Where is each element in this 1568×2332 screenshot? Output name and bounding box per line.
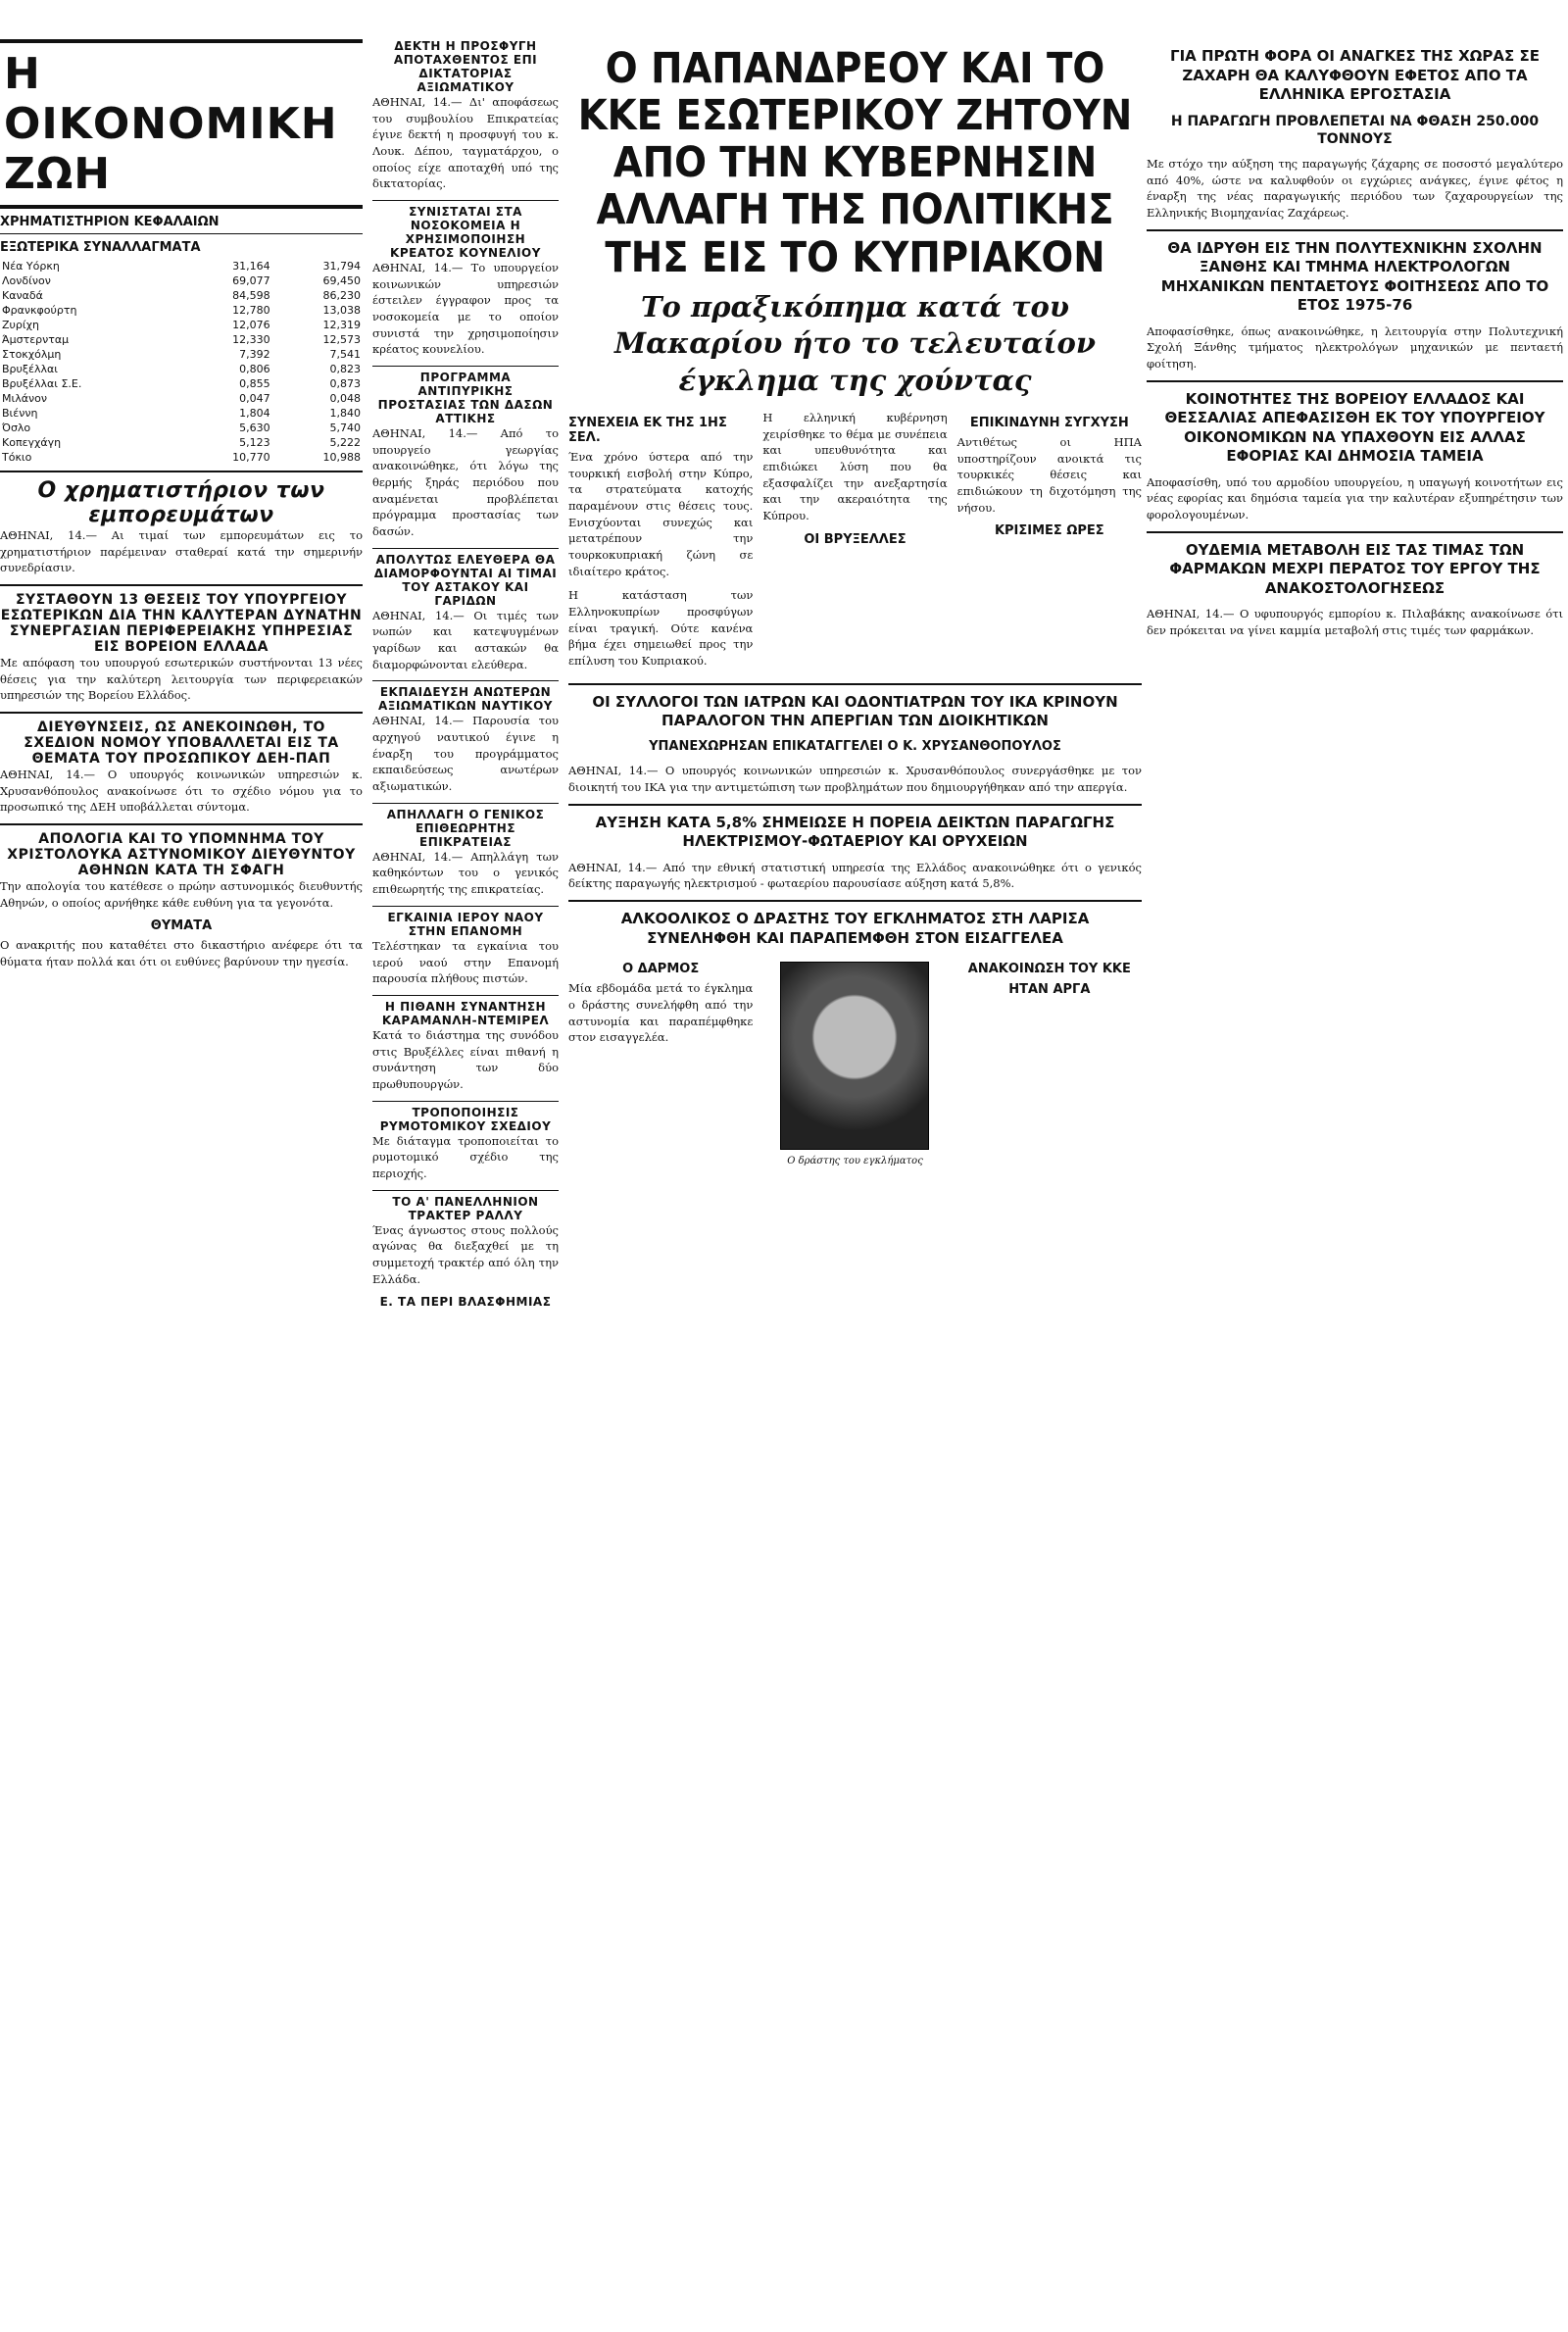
rate-city: Λονδίνον [2,274,51,287]
rate-value: 1,840 [329,407,361,420]
rate-city: Ζυρίχη [2,319,39,331]
rate-city: Καναδά [2,289,43,302]
rate-value: 5,630 [239,422,270,434]
main-story-p2: Η κατάσταση των Ελληνοκυπρίων προσφύγων είναι τραγική. Ούτε κανένα βήμα έχει σημειωθεί προς την επίλυση του Κυπριακού. [568,588,754,668]
rate-row [0,450,363,465]
rate-value: 12,319 [322,319,361,331]
rate-city: Τόκιο [2,451,32,464]
brief-headline-9: ΤΡΟΠΟΠΟΙΗΣΙΣ ΡΥΜΟΤΟΜΙΚΟΥ ΣΧΕΔΙΟΥ [379,1105,552,1133]
brief-headline-10: ΤΟ Α' ΠΑΝΕΛΛΗΝΙΟΝ ΤΡΑΚΤΕΡ ΡΑΛΛΥ [392,1194,539,1222]
rate-value: 7,392 [239,348,270,361]
rate-city: Νέα Υόρκη [2,260,60,273]
rate-value: 86,230 [322,289,361,302]
rate-city: Φρανκφούρτη [2,304,77,317]
kke-statement-subheading: ΑΝΑΚΟΙΝΩΣΗ ΤΟΥ ΚΚΕ [967,962,1131,977]
suspect-photo-caption: Ο δράστης του εγκλήματος [787,1156,923,1167]
main-story-p1: Ένα χρόνο ύστερα από την τουρκική εισβολή στην Κύπρο, τα στρατεύματα κατοχής παραμένουν στις θέσεις τους. Ενισχύονται συνεχώς και μετατρέπουν την τουρκοκυπριακή ζώνη σε ιδιαίτερο κράτος. [568,449,754,578]
foreign-exchange-heading: ΕΞΩΤΕΡΙΚΑ ΣΥΝΑΛΛΑΓΜΑΤΑ [0,240,201,255]
dei-headline: ΔΙΕΥΘΥΝΣΕΙΣ, ΩΣ ΑΝΕΚΟΙΝΩΘΗ, ΤΟ ΣΧΕΔΙΟΝ ΝΟΜΟΥ ΥΠΟΒΑΛΛΕΤΑΙ ΕΙΣ ΤΑ ΘΕΜΑΤΑ ΤΟΥ ΠΡΟΣΩΠΙΚΟΥ ΔΕΗ-ΠΑΠ [24,719,339,768]
brief-headline-7: ΕΓΚΑΙΝΙΑ ΙΕΡΟΥ ΝΑΟΥ ΣΤΗΝ ΕΠΑΝΟΜΗ [387,910,544,938]
brief-headline-5: ΕΚΠΑΙΔΕΥΣΗ ΑΝΩΤΕΡΩΝ ΑΞΙΩΜΑΤΙΚΩΝ ΝΑΥΤΙΚΟΥ [378,685,553,714]
brief-text-1: ΑΘΗΝΑΙ, 14.— Δι' αποφάσεως του συμβουλίου Επικρατείας έγινε δεκτή η προσφυγή του κ. Λουκ. Δέπου, ταγματάρχου, ο οποίος είχε αποταχθή υπό της δικτατορίας. [372,95,559,191]
rate-city: Κοπεγχάγη [2,436,62,449]
rate-value: 13,038 [322,304,361,317]
rate-city: Άμστερνταμ [2,333,70,346]
rate-row [0,376,363,391]
rate-value: 5,740 [329,422,361,434]
main-story-p3: Η ελληνική κυβέρνηση χειρίσθηκε το θέμα με συνέπεια και υπευθυνότητα και επιδιώκει λύση που θα εξασφαλίζει την ανεξαρτησία και την ακεραιότητα της Κύπρου. [762,410,948,522]
production-index-text: ΑΘΗΝΑΙ, 14.— Από την εθνική στατιστική υπηρεσία της Ελλάδος ανακοινώθηκε ότι ο γενικός δείκτης παραγωγής ηλεκτρισμού - φωταερίου παρουσίασε αύξηση κατά 5,8%. [568,860,1142,891]
rate-value: 84,598 [232,289,270,302]
rate-value: 10,770 [232,451,270,464]
brief-text-4: ΑΘΗΝΑΙ, 14.— Οι τιμές των νωπών και κατεψυγμένων γαρίδων και αστακών θα διαμορφώνονται ελεύθερα. [372,608,559,671]
communities-headline: ΚΟΙΝΟΤΗΤΕΣ ΤΗΣ ΒΟΡΕΙΟΥ ΕΛΛΑΔΟΣ ΚΑΙ ΘΕΣΣΑΛΙΑΣ ΑΠΕΦΑΣΙΣΘΗ ΕΚ ΤΟΥ ΥΠΟΥΡΓΕΙΟΥ ΟΙΚΟΝΟΜΙΚΩΝ ΝΑ ΥΠΑΧΘΟΥΝ ΕΙΣ ΑΛΛΑΣ ΕΦΟΡΙΑΣ ΚΑΙ ΔΗΜΟΣΙΑ ΤΑΜΕΙΑ [1164,389,1545,466]
rate-value: 0,806 [239,363,270,375]
brief-headline-8: Η ΠΙΘΑΝΗ ΣΥΝΑΝΤΗΣΗ ΚΑΡΑΜΑΝΛΗ-ΝΤΕΜΙΡΕΛ [381,999,550,1027]
capital-market-heading: ΧΡΗΜΑΤΙΣΤΗΡΙΟΝ ΚΕΦΑΛΑΙΩΝ [0,215,220,229]
economy-column: Η ΟΙΚΟΝΟΜΙΚΗ ΖΩΗ ΧΡΗΜΑΤΙΣΤΗΡΙΟΝ ΚΕΦΑΛΑΙΩΝ ΕΞΩΤΕΡΙΚΑ ΣΥΝΑΛΛΑΓΜΑΤΑ Νέα Υόρκη 31,164 31,794 Λονδίνον 69,077 69,450 Καναδά 84,598 86,230 Φρανκφούρτη 12,780 13,038 Ζυρίχη 12,076 12,319 Άμστερνταμ 12,330 12,573 Στοκχόλμη 7,392 7,541 Βρυξέλλαι 0,806 0,823 Βρυξέλλαι Σ.Ε. 0,855 0,873 Μιλάνον 0,047 0,048 Βιέννη 1,804 1,840 Όσλο 5,630 5,740 Κοπεγχάγη 5,123 5,222 Τόκιο 10,770 10,988 Ο χρηματιστήριον των εμπορευμάτων ΑΘΗΝΑΙ, 14.— Αι τιμαί των εμπορευμάτων εις το χρηματιστήριον παρέμειναν σταθεραί κατά την σημερινήν συνεδρίασιν. ΣΥΣΤΑΘΟΥΝ 13 ΘΕΣΕΙΣ ΤΟΥ ΥΠΟΥΡΓΕΙΟΥ ΕΣΩΤΕΡΙΚΩΝ ΔΙΑ ΤΗΝ ΚΑΛΥΤΕΡΑΝ ΔΥΝΑΤΗΝ ΣΥΝΕΡΓΑΣΙΑΝ ΠΕΡΙΦΕΡΕΙΑΚΗΣ ΥΠΗΡΕΣΙΑΣ ΕΙΣ ΒΟΡΕΙΟΝ ΕΛΛΑΔΑ Με απόφαση του υπουργού εσωτερικών συστήνονται 13 νέες θέσεις για την καλύτερη λειτουργία των περιφερειακών υπηρεσιών της Βορείου Ελλάδος. ΔΙΕΥΘΥΝΣΕΙΣ, ΩΣ ΑΝΕΚΟΙΝΩΘΗ, ΤΟ ΣΧΕΔΙΟΝ ΝΟΜΟΥ ΥΠΟΒΑΛΛΕΤΑΙ ΕΙΣ ΤΑ ΘΕΜΑΤΑ ΤΟΥ ΠΡΟΣΩΠΙΚΟΥ ΔΕΗ-ΠΑΠ ΑΘΗΝΑΙ, 14.— Ο υπουργός κοινωνικών υπηρεσιών κ. Χρυσανθόπουλος ανακοίνωσε ότι το σχέδιο νόμου για το προσωπικό της ΔΕΗ υποβάλλεται σύντομα. ΑΠΟΛΟΓΙΑ ΚΑΙ ΤΟ ΥΠΟΜΝΗΜΑ ΤΟΥ ΧΡΙΣΤΟΛΟΥΚΑ ΑΣΤΥΝΟΜΙΚΟΥ ΔΙΕΥΘΥΝΤΟΥ ΑΘΗΝΩΝ ΚΑΤΑ ΤΗ ΣΦΑΓΗ Την απολογία του κατέθεσε ο πρώην αστυνομικός διευθυντής Αθηνών, ο οποίος αρνήθηκε κάθε ευθύνη για τα γεγονότα. ΘΥΜΑΤΑ Ο ανακριτής που καταθέτει στο δικαστήριο ανέφερε ότι τα θύματα ήταν πολλά και ότι οι ευθύνες βαρύνουν την ηγεσία. [0,39,363,2323]
rate-city: Βρυξέλλαι [2,363,58,375]
suspect-photo [780,962,929,1150]
rate-row [0,303,363,318]
brief-headline-3: ΠΡΟΓΡΑΜΜΑ ΑΝΤΙΠΥΡΙΚΗΣ ΠΡΟΣΤΑΣΙΑΣ ΤΩΝ ΔΑΣΩΝ ΑΤΤΙΚΗΣ [377,371,554,426]
rate-value: 0,855 [239,377,270,390]
continued-label: ΣΥΝΕΧΕΙΑ ΕΚ ΤΗΣ 1ΗΣ ΣΕΛ. [568,415,727,445]
rate-row [0,347,363,362]
rate-row [0,362,363,376]
brussels-subheading: ΟΙ ΒΡΥΞΕΛΛΕΣ [804,531,906,547]
critical-hours-subheading: ΚΡΙΣΙΜΕΣ ΩΡΕΣ [994,523,1104,539]
confusion-subheading: ΕΠΙΚΙΝΔΥΝΗ ΣΥΓΧΥΣΗ [969,415,1129,430]
main-story-column: Ο ΠΑΠΑΝΔΡΕΟΥ ΚΑΙ ΤΟ ΚΚΕ ΕΣΩΤΕΡΙΚΟΥ ΖΗΤΟΥΝ ΑΠΟ ΤΗΝ ΚΥΒΕΡΝΗΣΙΝ ΑΛΛΑΓΗ ΤΗΣ ΠΟΛΙΤΙΚΗΣ ΤΗΣ ΕΙΣ ΤΟ ΚΥΠΡΙΑΚΟΝ Το πραξικόπημα κατά του Μακαρίου ήτο το τελευταίον έγκλημα της χούντας ΣΥΝΕΧΕΙΑ ΕΚ ΤΗΣ 1ΗΣ ΣΕΛ. Ένα χρόνο ύστερα από την τουρκική εισβολή στην Κύπρο, τα στρατεύματα κατοχής παραμένουν στις θέσεις τους. Ενισχύονται συνεχώς και μετατρέπουν την τουρκοκυπριακή ζώνη σε ιδιαίτερο κράτος. Η κατάσταση των Ελληνοκυπρίων προσφύγων είναι τραγική. Ούτε κανένα βήμα έχει σημειωθεί προς την επίλυση του Κυπριακού. Η ελληνική κυβέρνηση χειρίσθηκε το θέμα με συνέπεια και υπευθυνότητα και επιδιώκει λύση που θα εξασφαλίζει την ανεξαρτησία και την ακεραιότητα της Κύπρου. ΟΙ ΒΡΥΞΕΛΛΕΣ ΕΠΙΚΙΝΔΥΝΗ ΣΥΓΧΥΣΗ Αντιθέτως οι ΗΠΑ υποστηρίζουν ανοικτά τις τουρκικές θέσεις και επιδιώκουν τη διχοτόμηση της νήσου. ΚΡΙΣΙΜΕΣ ΩΡΕΣ ΟΙ ΣΥΛΛΟΓΟΙ ΤΩΝ ΙΑΤΡΩΝ ΚΑΙ ΟΔΟΝΤΙΑΤΡΩΝ ΤΟΥ ΙΚΑ ΚΡΙΝΟΥΝ ΠΑΡΑΛΟΓΟΝ ΤΗΝ ΑΠΕΡΓΙΑΝ ΤΩΝ ΔΙΟΙΚΗΤΙΚΩΝ ΥΠΑΝΕΧΩΡΗΣΑΝ ΕΠΙΚΑΤΑΓΓΕΛΕΙ Ο Κ. ΧΡΥΣΑΝΘΟΠΟΥΛΟΣ ΑΘΗΝΑΙ, 14.— Ο υπουργός κοινωνικών υπηρεσιών κ. Χρυσανθόπουλος συνεργάσθηκε με τον διοικητή του ΙΚΑ για την αντιμετώπιση των προβλημάτων που δημιουργήθηκαν από την απεργία. ΑΥΞΗΣΗ ΚΑΤΑ 5,8% ΣΗΜΕΙΩΣΕ Η ΠΟΡΕΙΑ ΔΕΙΚΤΩΝ ΠΑΡΑΓΩΓΗΣ ΗΛΕΚΤΡΙΣΜΟΥ-ΦΩΤΑΕΡΙΟΥ ΚΑΙ ΟΡΥΧΕΙΩΝ ΑΘΗΝΑΙ, 14.— Από την εθνική στατιστική υπηρεσία της Ελλάδος ανακοινώθηκε ότι ο γενικός δείκτης παραγωγής ηλεκτρισμού - φωταερίου παρουσίασε αύξηση κατά 5,8%. ΑΛΚΟΟΛΙΚΟΣ Ο ΔΡΑΣΤΗΣ ΤΟΥ ΕΓΚΛΗΜΑΤΟΣ ΣΤΗ ΛΑΡΙΣΑ ΣΥΝΕΛΗΦΘΗ ΚΑΙ ΠΑΡΑΠΕΜΦΘΗ ΣΤΟΝ ΕΙΣΑΓΓΕΛΕΑ Ο ΔΑΡΜΟΣ Μία εβδομάδα μετά το έγκλημα ο δράστης συνελήφθη από την αστυνομία και παραπέμφθηκε στον εισαγγελέα. Ο δράστης του εγκλήματος ΑΝΑΚΟΙΝΩΣΗ ΤΟΥ ΚΚΕ ΗΤΑΝ ΑΡΓΑ [568,44,1142,1167]
rate-city: Όσλο [2,422,31,434]
communities-text: Αποφασίσθη, υπό του αρμοδίου υπουργείου, η υπαγωγή κοινοτήτων εις νέας εφορίας και δημόσια ταμεία για την καλυτέραν εξυπηρέτησιν των φορολογουμένων. [1147,474,1563,521]
rate-row [0,318,363,332]
production-index-headline: ΑΥΞΗΣΗ ΚΑΤΑ 5,8% ΣΗΜΕΙΩΣΕ Η ΠΟΡΕΙΑ ΔΕΙΚΤΩΝ ΠΑΡΑΓΩΓΗΣ ΗΛΕΚΤΡΙΣΜΟΥ-ΦΩΤΑΕΡΙΟΥ ΚΑΙ ΟΡΥΧΕΙΩΝ [595,813,1115,851]
rate-city: Βιέννη [2,407,38,420]
brief-text-3: ΑΘΗΝΑΙ, 14.— Από το υπουργείο γεωργίας ανακοινώθηκε, ότι λόγω της θερμής ξηράς περιόδου που αναμένεται προβλέπεται πρόγραμμα προστασίας των δασών. [372,426,559,539]
victims-subheading: ΘΥΜΑΤΑ [150,918,213,934]
medicine-prices-headline: ΟΥΔΕΜΙΑ ΜΕΤΑΒΟΛΗ ΕΙΣ ΤΑΣ ΤΙΜΑΣ ΤΩΝ ΦΑΡΜΑΚΩΝ ΜΕΧΡΙ ΠΕΡΑΤΟΣ ΤΟΥ ΕΡΓΟΥ ΤΗΣ ΑΝΑΚΟΣΤΟΛΟΓΗΣΕΩΣ [1169,540,1541,597]
chrysanthopoulos-headline: ΥΠΑΝΕΧΩΡΗΣΑΝ ΕΠΙΚΑΤΑΓΓΕΛΕΙ Ο Κ. ΧΡΥΣΑΝΘΟΠΟΥΛΟΣ [649,738,1061,754]
doctors-headline: ΟΙ ΣΥΛΛΟΓΟΙ ΤΩΝ ΙΑΤΡΩΝ ΚΑΙ ΟΔΟΝΤΙΑΤΡΩΝ ΤΟΥ ΙΚΑ ΚΡΙΝΟΥΝ ΠΑΡΑΛΟΓΟΝ ΤΗΝ ΑΠΕΡΓΙΑΝ ΤΩΝ ΔΙΟΙΚΗΤΙΚΩΝ [592,692,1118,730]
rate-city: Βρυξέλλαι Σ.Ε. [2,377,82,390]
rate-value: 5,222 [329,436,361,449]
vlasfimia-heading: Ε. ΤΑ ΠΕΡΙ ΒΛΑΣΦΗΜΙΑΣ [379,1295,552,1310]
medicine-prices-text: ΑΘΗΝΑΙ, 14.— Ο υφυπουργός εμπορίου κ. Πιλαβάκης ανακοίνωσε ότι δεν πρόκειται να γίνει καμμία μεταβολή στις τιμές των φαρμάκων. [1147,607,1563,637]
rate-value: 12,573 [322,333,361,346]
rate-value: 0,047 [239,392,270,405]
too-late-subheading: ΗΤΑΝ ΑΡΓΑ [1008,982,1091,998]
right-column [1147,39,1563,2323]
rate-row [0,391,363,406]
rate-row [0,421,363,435]
xanthi-headline: ΘΑ ΙΔΡΥΘΗ ΕΙΣ ΤΗΝ ΠΟΛΥΤΕΧΝΙΚΗΝ ΣΧΟΛΗΝ ΞΑΝΘΗΣ ΚΑΙ ΤΜΗΜΑ ΗΛΕΚΤΡΟΛΟΓΩΝ ΜΗΧΑΝΙΚΩΝ ΠΕΝΤΑΕΤΟΥΣ ΦΟΙΤΗΣΕΩΣ ΑΠΟ ΤΟ ΕΤΟΣ 1975-76 [1160,238,1549,315]
main-story-p4: Αντιθέτως οι ΗΠΑ υποστηρίζουν ανοικτά τις τουρκικές θέσεις και επιδιώκουν τη διχοτόμηση της νήσου. [956,434,1142,515]
brief-headline-2: ΣΥΝΙΣΤΑΤΑΙ ΣΤΑ ΝΟΣΟΚΟΜΕΙΑ Η ΧΡΗΣΙΜΟΠΟΙΗΣΗ ΚΡΕΑΤΟΣ ΚΟΥΝΕΛΙΟΥ [390,205,541,261]
brief-headline-4: ΑΠΟΛΥΤΩΣ ΕΛΕΥΘΕΡΑ ΘΑ ΔΙΑΜΟΡΦΟΥΝΤΑΙ ΑΙ ΤΙΜΑΙ ΤΟΥ ΑΣΤΑΚΟΥ ΚΑΙ ΓΑΡΙΔΩΝ [373,552,558,608]
briefs-column: ΔΕΚΤΗ Η ΠΡΟΣΦΥΓΗ ΑΠΟΤΑΧΘΕΝΤΟΣ ΕΠΙ ΔΙΚΤΑΤΟΡΙΑΣ ΑΞΙΩΜΑΤΙΚΟΥ ΑΘΗΝΑΙ, 14.— Δι' αποφάσεως του συμβουλίου Επικρατείας έγινε δεκτή η προσφυγή του κ. Λουκ. Δέπου, ταγματάρχου, ο οποίος είχε αποταχθή υπό της δικτατορίας. ΣΥΝΙΣΤΑΤΑΙ ΣΤΑ ΝΟΣΟΚΟΜΕΙΑ Η ΧΡΗΣΙΜΟΠΟΙΗΣΗ ΚΡΕΑΤΟΣ ΚΟΥΝΕΛΙΟΥ ΑΘΗΝΑΙ, 14.— Το υπουργείον κοινωνικών υπηρεσιών έστειλεν έγγραφον προς τα νοσοκομεία με το οποίον συνιστά την χρησιμοποίησιν κρέατος κουνελίου. ΠΡΟΓΡΑΜΜΑ ΑΝΤΙΠΥΡΙΚΗΣ ΠΡΟΣΤΑΣΙΑΣ ΤΩΝ ΔΑΣΩΝ ΑΤΤΙΚΗΣ ΑΘΗΝΑΙ, 14.— Από το υπουργείο γεωργίας ανακοινώθηκε, ότι λόγω της θερμής ξηράς περιόδου που αναμένεται προβλέπεται πρόγραμμα προστασίας των δασών. ΑΠΟΛΥΤΩΣ ΕΛΕΥΘΕΡΑ ΘΑ ΔΙΑΜΟΡΦΟΥΝΤΑΙ ΑΙ ΤΙΜΑΙ ΤΟΥ ΑΣΤΑΚΟΥ ΚΑΙ ΓΑΡΙΔΩΝ ΑΘΗΝΑΙ, 14.— Οι τιμές των νωπών και κατεψυγμένων γαρίδων και αστακών θα διαμορφώνονται ελεύθερα. ΕΚΠΑΙΔΕΥΣΗ ΑΝΩΤΕΡΩΝ ΑΞΙΩΜΑΤΙΚΩΝ ΝΑΥΤΙΚΟΥ ΑΘΗΝΑΙ, 14.— Παρουσία του αρχηγού ναυτικού έγινε η έναρξη του προγράμματος εκπαιδεύσεως ανωτέρων αξιωματικών. ΑΠΗΛΛΑΓΗ Ο ΓΕΝΙΚΟΣ ΕΠΙΘΕΩΡΗΤΗΣ ΕΠΙΚΡΑΤΕΙΑΣ ΑΘΗΝΑΙ, 14.— Απηλλάγη των καθηκόντων του ο γενικός επιθεωρητής της επικρατείας. ΕΓΚΑΙΝΙΑ ΙΕΡΟΥ ΝΑΟΥ ΣΤΗΝ ΕΠΑΝΟΜΗ Τελέστηκαν τα εγκαίνια του ιερού ναού στην Επανομή παρουσία πλήθους πιστών. Η ΠΙΘΑΝΗ ΣΥΝΑΝΤΗΣΗ ΚΑΡΑΜΑΝΛΗ-ΝΤΕΜΙΡΕΛ Κατά το διάστημα της συνόδου στις Βρυξέλλες είναι πιθανή η συνάντηση των δύο πρωθυπουργών. ΤΡΟΠΟΠΟΙΗΣΙΣ ΡΥΜΟΤΟΜΙΚΟΥ ΣΧΕΔΙΟΥ Με διάταγμα τροποποιείται το ρυμοτομικό σχέδιο της περιοχής. ΤΟ Α' ΠΑΝΕΛΛΗΝΙΟΝ ΤΡΑΚΤΕΡ ΡΑΛΛΥ Ένας άγνωστος στους πολλούς αγώνας θα διεξαχθεί με τη συμμετοχή τρακτέρ από όλη την Ελλάδα. Ε. ΤΑ ΠΕΡΙ ΒΛΑΣΦΗΜΙΑΣ [372,39,559,1310]
rate-value: 31,164 [232,260,270,273]
larisa-crime-headline: ΑΛΚΟΟΛΙΚΟΣ Ο ΔΡΑΣΤΗΣ ΤΟΥ ΕΓΚΛΗΜΑΤΟΣ ΣΤΗ ΛΑΡΙΣΑ ΣΥΝΕΛΗΦΘΗ ΚΑΙ ΠΑΡΑΠΕΜΦΘΗ ΣΤΟΝ ΕΙΣΑΓΓΕΛΕΑ [620,910,1090,947]
rate-value: 69,077 [232,274,270,287]
rate-value: 10,988 [322,451,361,464]
darmos-subheading: Ο ΔΑΡΜΟΣ [622,962,700,977]
rate-row [0,288,363,303]
rate-value: 0,823 [329,363,361,375]
rate-value: 69,450 [322,274,361,287]
rate-value: 7,541 [329,348,361,361]
main-headline: Ο ΠΑΠΑΝΔΡΕΟΥ ΚΑΙ ΤΟ ΚΚΕ ΕΣΩΤΕΡΙΚΟΥ ΖΗΤΟΥΝ ΑΠΟ ΤΗΝ ΚΥΒΕΡΝΗΣΙΝ ΑΛΛΑΓΗ ΤΗΣ ΠΟΛΙΤΙΚΗΣ ΤΗΣ ΕΙΣ ΤΟ ΚΥΠΡΙΑΚΟΝ [577,44,1133,282]
rate-row [0,273,363,288]
xanthi-text: Αποφασίσθηκε, όπως ανακοινώθηκε, η λειτουργία στην Πολυτεχνική Σχολή Ξάνθης τμήματος ηλεκτρολόγων μηχανικών με πενταετή φοίτηση. [1147,323,1563,371]
rate-row [0,332,363,347]
rate-row [0,259,363,273]
rate-value: 31,794 [322,260,361,273]
brief-headline-1: ΔΕΚΤΗ Η ΠΡΟΣΦΥΓΗ ΑΠΟΤΑΧΘΕΝΤΟΣ ΕΠΙ ΔΙΚΤΑΤΟΡΙΑΣ ΑΞΙΩΜΑΤΙΚΟΥ [393,39,538,94]
rate-value: 12,330 [232,333,270,346]
brief-headline-6: ΑΠΗΛΛΑΓΗ Ο ΓΕΝΙΚΟΣ ΕΠΙΘΕΩΡΗΤΗΣ ΕΠΙΚΡΑΤΕΙΑΣ [386,807,545,849]
rate-value: 12,780 [232,304,270,317]
rate-row [0,435,363,450]
exchange-rates-table [0,259,363,465]
sugar-text: Με στόχο την αύξηση της παραγωγής ζάχαρης σε ποσοστό μεγαλύτερο από 40%, ώστε να καλυφθούν οι εγχώριες ανάγκες, έγινε φέτος η έναρξη της νέας παραγωγικής περιόδου των ζαχαρουργείων της Ελληνικής Βιομηχανίας Ζαχάρεως. [1147,156,1563,220]
rate-city: Στοκχόλμη [2,348,62,361]
rate-value: 0,048 [329,392,361,405]
doctors-text: ΑΘΗΝΑΙ, 14.— Ο υπουργός κοινωνικών υπηρεσιών κ. Χρυσανθόπουλος συνεργάσθηκε με τον διοικητή του ΙΚΑ για την αντιμετώπιση των προβλημάτων που δημιουργήθηκαν από την απεργία. [568,764,1142,795]
masthead: Η ΟΙΚΟΝΟΜΙΚΗ ΖΩΗ [0,39,363,209]
rate-value: 1,804 [239,407,270,420]
main-subheadline: Το πραξικόπημα κατά του Μακαρίου ήτο το τελευταίον έγκλημα της χούντας [614,289,1096,398]
rate-value: 0,873 [329,377,361,390]
ministry-positions-headline: ΣΥΣΤΑΘΟΥΝ 13 ΘΕΣΕΙΣ ΤΟΥ ΥΠΟΥΡΓΕΙΟΥ ΕΣΩΤΕΡΙΚΩΝ ΔΙΑ ΤΗΝ ΚΑΛΥΤΕΡΑΝ ΔΥΝΑΤΗΝ ΣΥΝΕΡΓΑΣΙΑΝ ΠΕΡΙΦΕΡΕΙΑΚΗΣ ΥΠΗΡΕΣΙΑΣ ΕΙΣ ΒΟΡΕΙΟΝ ΕΛΛΑΔΑ [0,592,363,656]
rate-row [0,406,363,421]
sugar-headline: ΓΙΑ ΠΡΩΤΗ ΦΟΡΑ ΟΙ ΑΝΑΓΚΕΣ ΤΗΣ ΧΩΡΑΣ ΣΕ ΖΑΧΑΡΗ ΘΑ ΚΑΛΥΦΘΟΥΝ ΕΦΕΤΟΣ ΑΠΟ ΤΑ ΕΛΛΗΝΙΚΑ ΕΡΓΟΣΤΑΣΙΑ [1170,47,1540,103]
rate-value: 5,123 [239,436,270,449]
brief-text-2: ΑΘΗΝΑΙ, 14.— Το υπουργείον κοινωνικών υπηρεσιών έστειλεν έγγραφον προς τα νοσοκομεία με το οποίον συνιστά την χρησιμοποίησιν κρέατος κουνελίου. [372,261,559,357]
sugar-subheadline: Η ΠΑΡΑΓΩΓΗ ΠΡΟΒΛΕΠΕΤΑΙ ΝΑ ΦΘΑΣΗ 250.000 ΤΟΝΝΟΥΣ [1170,113,1540,147]
commodities-heading: Ο χρηματιστήριον των εμπορευμάτων [37,478,325,527]
rate-value: 12,076 [232,319,270,331]
rate-city: Μιλάνον [2,392,47,405]
apologia-headline: ΑΠΟΛΟΓΙΑ ΚΑΙ ΤΟ ΥΠΟΜΝΗΜΑ ΤΟΥ ΧΡΙΣΤΟΛΟΥΚΑ ΑΣΤΥΝΟΜΙΚΟΥ ΔΙΕΥΘΥΝΤΟΥ ΑΘΗΝΩΝ ΚΑΤΑ ΤΗ ΣΦΑΓΗ [7,831,356,879]
